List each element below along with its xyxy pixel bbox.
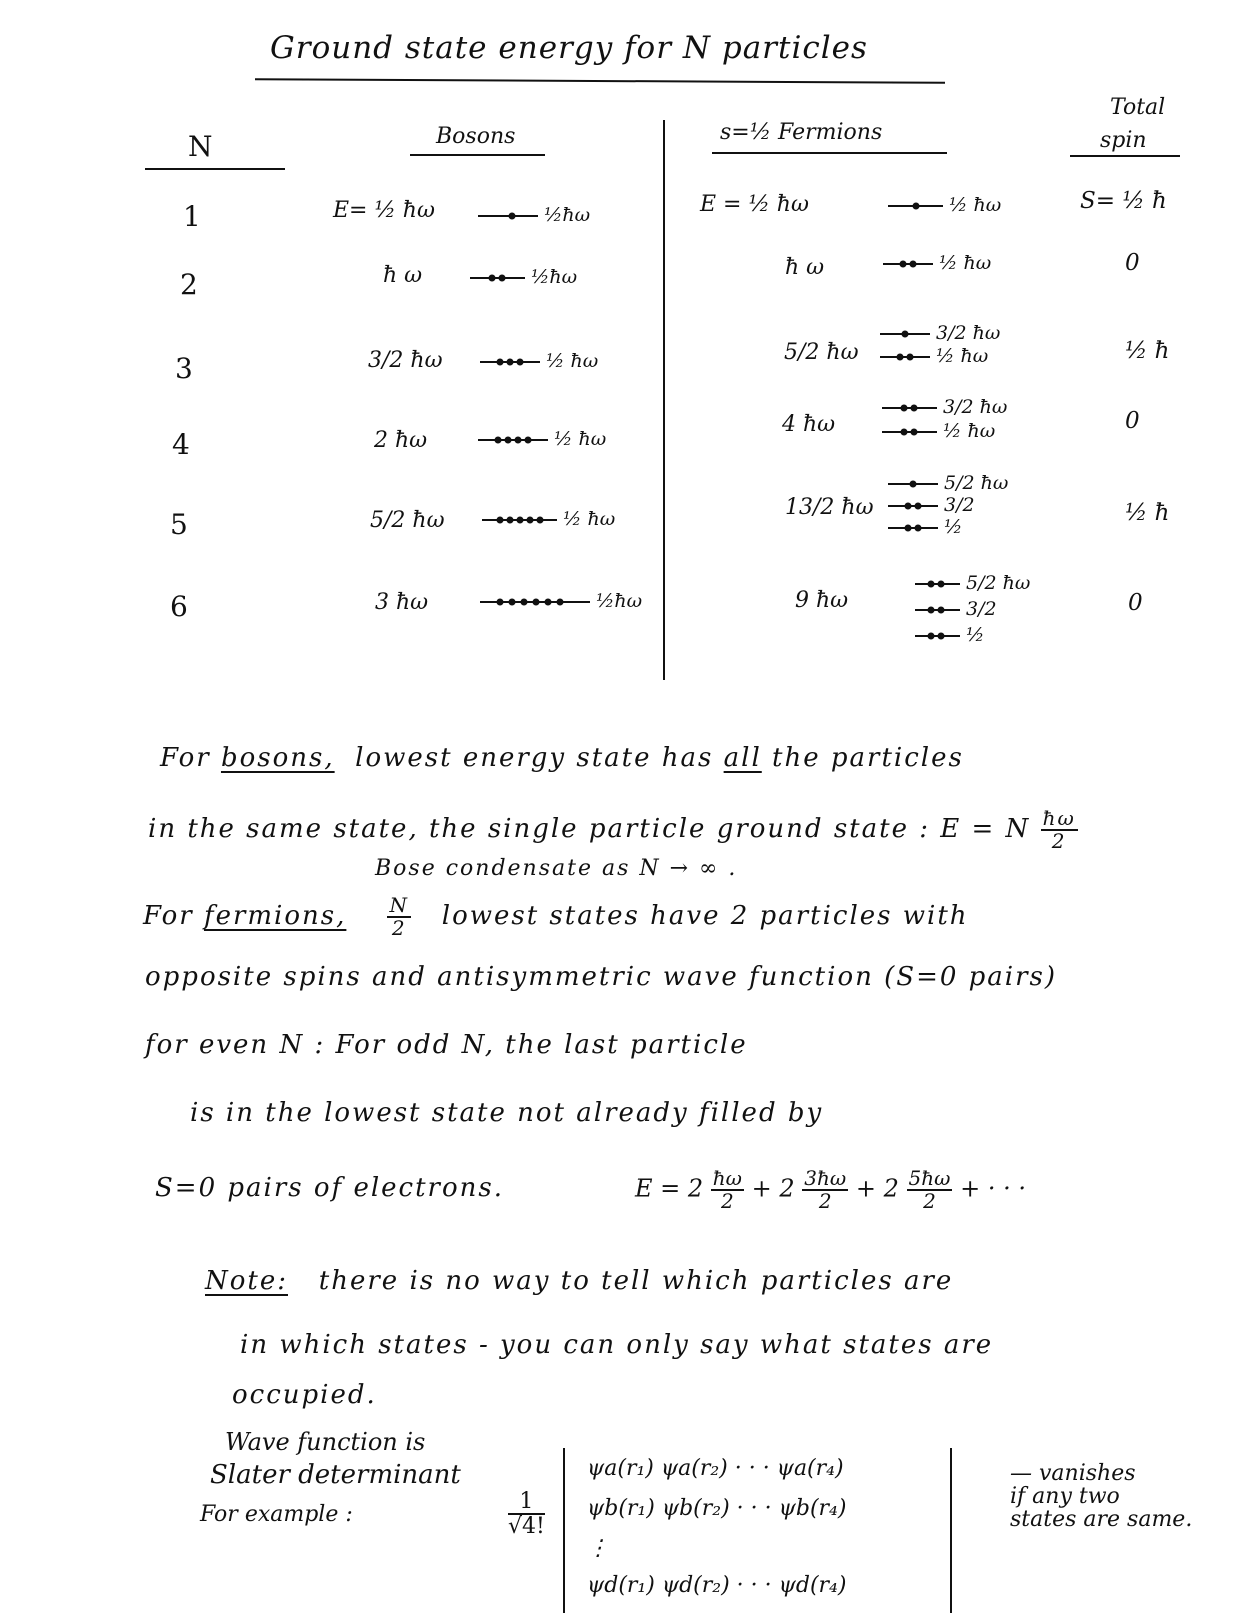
level-line-icon — [882, 427, 937, 437]
row-1-boson-level: ½ħω — [478, 204, 590, 226]
row-2-n: 2 — [180, 268, 198, 301]
row-6-n: 6 — [170, 590, 188, 623]
wave-function-line-3: For example : — [200, 1502, 353, 1527]
level-line-icon — [470, 273, 525, 283]
level-line-icon — [478, 435, 548, 445]
row-5-n: 5 — [170, 508, 188, 541]
bosons-line-3: Bose condensate as N → ∞ . — [375, 856, 738, 881]
vanishes-line-2: if any two — [1010, 1484, 1120, 1510]
det-row-2: ψb(r₁) ψb(r₂) · · · ψb(r₄) — [587, 1496, 847, 1521]
row-6-fermion-energy: 9 ħω — [795, 588, 849, 613]
row-5-fermion-energy: 13/2 ħω — [785, 495, 874, 520]
bosons-line-1 — [160, 743, 964, 773]
column-divider — [663, 120, 665, 680]
level-line-icon — [880, 329, 930, 339]
note-text-1: there is no way to tell which particles are — [318, 1266, 954, 1296]
row-1-fermion-energy: E = ½ ħω — [700, 192, 809, 217]
row-6-boson-level: ½ħω — [480, 590, 642, 612]
row-1-spin: S= ½ ħ — [1080, 188, 1167, 214]
header-spin-underline — [1070, 155, 1180, 157]
header-spin-line2: spin — [1100, 128, 1147, 153]
det-row-3: ⋮ — [587, 1536, 609, 1561]
vanishes-line-3: states are same. — [1010, 1507, 1193, 1533]
row-4-fermion-level-2: ½ ħω — [882, 420, 995, 442]
row-6-fermion-level-3: ½ — [915, 624, 984, 646]
row-4-fermion-energy: 4 ħω — [782, 412, 836, 437]
note-label: Note: — [205, 1266, 288, 1296]
note-line-3: occupied. — [232, 1380, 377, 1410]
level-line-icon — [880, 352, 930, 362]
bosons-line-2 — [148, 808, 1078, 852]
row-1-fermion-level-1: ½ ħω — [888, 194, 1001, 216]
fermions-line-1 — [143, 895, 969, 939]
text-lowest-energy: lowest energy state has — [355, 743, 714, 773]
page-title: Ground state energy for N particles — [270, 30, 868, 66]
level-line-icon — [888, 201, 943, 211]
text-for: For — [143, 901, 194, 931]
normalization-factor: $\frac{1}{√4!}$ — [508, 1489, 545, 1540]
text-fermions-underlined: fermions, — [203, 901, 347, 931]
row-3-spin: ½ ħ — [1125, 338, 1170, 364]
row-2-spin: 0 — [1125, 250, 1140, 276]
text-lowest-states: lowest states have 2 particles with — [441, 901, 969, 931]
fraction-hw-over-2: $\frac{ħ\omega}{2}$ — [1042, 806, 1076, 853]
row-6-spin: 0 — [1128, 590, 1143, 616]
row-4-n: 4 — [172, 428, 190, 461]
text-same-state: in the same state, the single particle ground state : E = N — [148, 814, 1031, 844]
vanishes-note — [1010, 1462, 1192, 1531]
level-line-icon — [480, 357, 540, 367]
level-line-icon — [888, 501, 938, 511]
slater-determinant — [563, 1448, 952, 1613]
row-2-fermion-energy: ħ ω — [785, 255, 825, 280]
fermions-line-5: S=0 pairs of electrons. — [155, 1173, 504, 1203]
det-row-1: ψa(r₁) ψa(r₂) · · · ψa(r₄) — [587, 1456, 844, 1481]
header-n: N — [188, 130, 213, 163]
row-5-fermion-level-3: ½ — [888, 516, 962, 538]
header-n-underline — [145, 168, 285, 170]
row-4-fermion-level-1: 3/2 ħω — [882, 396, 1007, 418]
row-5-boson-level: ½ ħω — [482, 508, 615, 530]
text-for: For — [160, 743, 211, 773]
row-4-boson-energy: 2 ħω — [374, 428, 428, 453]
row-2-fermion-level-1: ½ ħω — [883, 252, 991, 274]
row-3-fermion-level-1: 3/2 ħω — [880, 322, 1000, 344]
wave-function-line-2: Slater determinant — [210, 1460, 461, 1490]
fermions-line-3: for even N : For odd N, the last particle — [145, 1030, 748, 1060]
text-bosons-underlined: bosons, — [220, 743, 335, 773]
text-the-particles: the particles — [772, 743, 964, 773]
level-line-icon — [888, 523, 938, 533]
row-6-fermion-level-2: 3/2 — [915, 598, 997, 620]
fermions-line-2: opposite spins and antisymmetric wave function (S=0 pairs) — [145, 962, 1058, 992]
det-row-4: ψd(r₁) ψd(r₂) · · · ψd(r₄) — [587, 1573, 847, 1598]
header-fermions: s=½ Fermions — [720, 120, 883, 145]
header-bosons-underline — [410, 154, 545, 156]
row-5-boson-energy: 5/2 ħω — [370, 508, 445, 533]
level-line-icon — [478, 211, 538, 221]
text-all-underlined: all — [723, 743, 762, 773]
note-line-2: in which states - you can only say what states are — [240, 1330, 994, 1360]
vanishes-line-1: — vanishes — [1010, 1461, 1136, 1486]
title-underline — [255, 78, 945, 84]
level-line-icon — [915, 631, 960, 641]
wave-function-line-1: Wave function is — [225, 1428, 426, 1456]
header-spin-line1: Total — [1110, 95, 1166, 120]
row-4-boson-level: ½ ħω — [478, 428, 606, 450]
level-line-icon — [888, 479, 938, 489]
row-5-fermion-level-2: 3/2 — [888, 494, 975, 516]
level-line-icon — [915, 605, 960, 615]
row-3-fermion-energy: 5/2 ħω — [784, 340, 859, 365]
row-2-boson-level: ½ħω — [470, 266, 577, 288]
level-line-icon — [482, 515, 557, 525]
row-3-n: 3 — [175, 352, 193, 385]
row-5-spin: ½ ħ — [1125, 500, 1170, 526]
header-bosons: Bosons — [436, 124, 516, 149]
row-5-fermion-level-1: 5/2 ħω — [888, 472, 1008, 494]
fermions-line-4: is in the lowest state not already filled by — [190, 1098, 824, 1128]
energy-sum-formula: E = 2 $\frac{ħ\omega}{2}$ + 2 $\frac{3ħ\omega}{2}$ + 2 $\frac{5ħ\omega}{2}$ + · · · — [635, 1166, 1026, 1213]
row-3-boson-level: ½ ħω — [480, 350, 598, 372]
row-4-spin: 0 — [1125, 408, 1140, 434]
row-6-boson-energy: 3 ħω — [375, 590, 429, 615]
level-line-icon — [915, 579, 960, 589]
row-1-boson-energy: E= ½ ħω — [333, 198, 435, 223]
row-1-n: 1 — [183, 200, 201, 233]
row-3-fermion-level-2: ½ ħω — [880, 345, 988, 367]
row-2-boson-energy: ħ ω — [383, 263, 423, 288]
row-6-fermion-level-1: 5/2 ħω — [915, 572, 1030, 594]
row-3-boson-energy: 3/2 ħω — [368, 348, 443, 373]
header-fermions-underline — [712, 152, 947, 154]
fraction-n-over-2: $\frac{N}{2}$ — [389, 893, 409, 940]
level-line-icon — [480, 597, 590, 607]
note-line-1 — [205, 1266, 953, 1296]
level-line-icon — [883, 259, 933, 269]
level-line-icon — [882, 403, 937, 413]
